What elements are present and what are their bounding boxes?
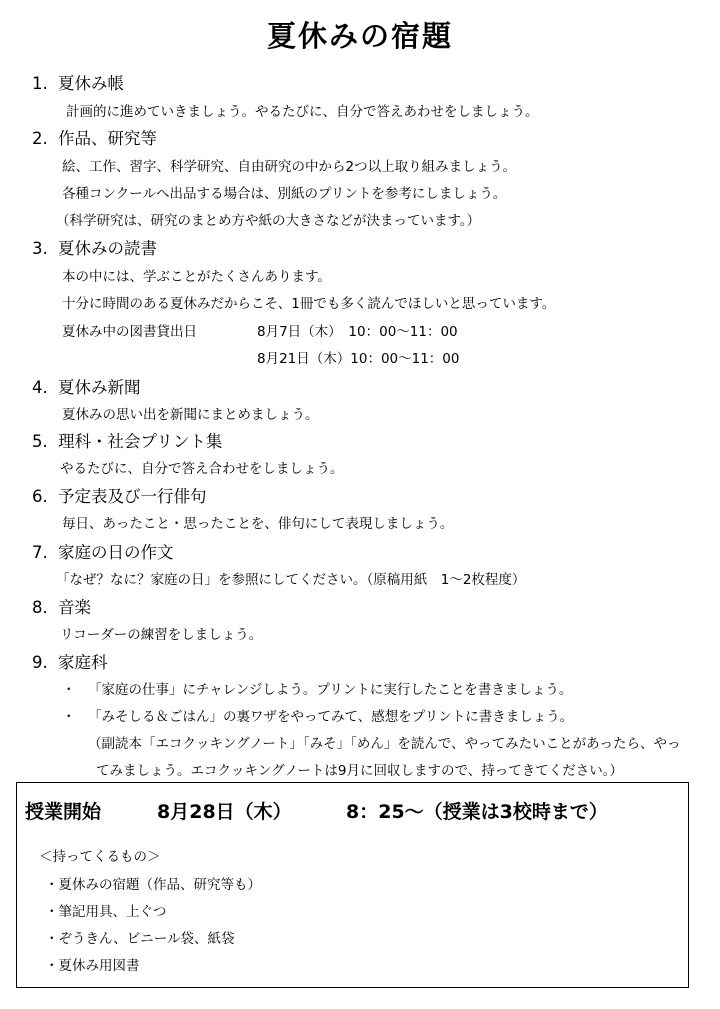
section-number: 9.	[32, 653, 48, 672]
class-start-time: 8：25～（授業は3校時まで）	[346, 801, 608, 823]
list-item: ・夏休みの宿題（作品、研究等も）	[45, 877, 261, 893]
section-title: 家庭科	[58, 653, 108, 672]
section-text: 「みそしる＆ごはん」の裏ワザをやってみて、感想をプリントに書きましょう。	[88, 709, 574, 725]
section-text: 本の中には、学ぶことがたくさんあります。	[62, 269, 331, 285]
section-title: 理科・社会プリント集	[58, 432, 223, 451]
page-title: 夏休みの宿題	[266, 19, 453, 53]
section-title: 作品、研究等	[58, 129, 157, 148]
section-text: （副読本「エコクッキングノート」「みそ」「めん」を読んで、やってみたいことがあったら、やっ	[88, 736, 681, 752]
library-label: 夏休み中の図書貸出日	[62, 324, 197, 340]
section-text: リコーダーの練習をしましょう。	[60, 627, 263, 643]
section-text: 各種コンクールへ出品する場合は、別紙のプリントを参考にしましょう。	[62, 186, 507, 202]
bullet-icon: ・	[62, 709, 76, 725]
section-5-heading	[32, 428, 222, 452]
section-title: 予定表及び一行俳句	[58, 487, 207, 506]
section-title: 夏休み新聞	[58, 378, 141, 397]
section-text: 「なぜ？なに？家庭の日」を参照にしてください。（原稿用紙 1～2枚程度）	[56, 572, 526, 588]
section-number: 4.	[32, 378, 48, 397]
section-text: 計画的に進めていきましょう。やるたびに、自分で答えあわせをしましょう。	[66, 104, 539, 120]
section-1-heading	[32, 70, 124, 94]
section-title: 夏休みの読書	[58, 239, 157, 258]
section-number: 8.	[32, 598, 48, 617]
list-item: ・ぞうきん、ビニール袋、紙袋	[45, 931, 235, 947]
section-text: 毎日、あったこと・思ったことを、俳句にして表現しましょう。	[62, 516, 454, 532]
bullet-icon: ・	[62, 682, 76, 698]
section-text: 夏休みの思い出を新聞にまとめましょう。	[62, 407, 319, 423]
items-heading: ＜持ってくるもの＞	[39, 849, 161, 865]
list-item: ・筆記用具、上ぐつ	[45, 904, 167, 920]
section-title: 家庭の日の作文	[58, 543, 174, 562]
list-item: ・夏休み用図書	[45, 958, 140, 974]
section-title: 音楽	[58, 598, 91, 617]
class-start-box	[16, 782, 689, 988]
section-text: 「家庭の仕事」にチャレンジしよう。プリントに実行したことを書きましょう。	[88, 682, 573, 698]
section-number: 2.	[32, 129, 48, 148]
class-start-heading	[25, 797, 608, 824]
section-number: 3.	[32, 239, 48, 258]
section-number: 5.	[32, 432, 48, 451]
section-4-heading	[32, 374, 141, 398]
section-8-heading	[32, 594, 91, 618]
section-3-heading	[32, 235, 157, 259]
section-text: てみましょう。エコクッキングノートは9月に回収しますので、持ってきてください。）	[96, 763, 623, 779]
section-text: やるたびに、自分で答え合わせをしましょう。	[60, 461, 344, 477]
section-7-heading	[32, 539, 174, 563]
section-number: 1.	[32, 74, 48, 93]
section-text: 十分に時間のある夏休みだからこそ、1冊でも多く読んでほしいと思っています。	[62, 296, 556, 312]
library-date-1: 8月7日（木） 10：00～11：00	[257, 324, 458, 340]
library-date-2: 8月21日（木）10：00～11：00	[257, 351, 460, 367]
section-title: 夏休み帳	[58, 74, 124, 93]
section-6-heading	[32, 483, 207, 507]
class-start-label: 授業開始	[25, 801, 102, 823]
section-9-heading	[32, 649, 108, 673]
section-text: 絵、工作、習字、科学研究、自由研究の中から2つ以上取り組みましょう。	[62, 159, 517, 175]
section-text: （科学研究は、研究のまとめ方や紙の大きさなどが決まっています。）	[56, 213, 481, 229]
class-start-date: 8月28日（木）	[157, 801, 292, 823]
section-number: 6.	[32, 487, 48, 506]
section-2-heading	[32, 125, 157, 149]
section-number: 7.	[32, 543, 48, 562]
